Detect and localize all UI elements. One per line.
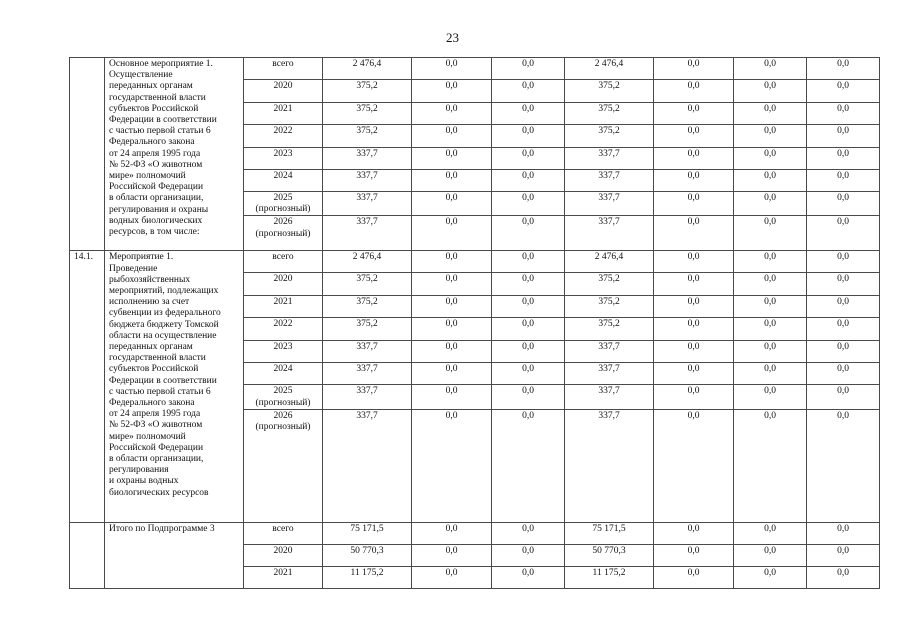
value-cell: 0,0 bbox=[807, 170, 880, 192]
value-cell: 0,0 bbox=[654, 385, 734, 409]
value-cell: 0,0 bbox=[492, 216, 565, 251]
value-cell: 0,0 bbox=[807, 58, 880, 80]
value-cell: 0,0 bbox=[654, 318, 734, 341]
value-cell: 0,0 bbox=[807, 148, 880, 170]
value-cell: 0,0 bbox=[654, 409, 734, 522]
value-cell: 0,0 bbox=[492, 170, 565, 192]
row-index bbox=[70, 522, 105, 588]
value-cell: 337,7 bbox=[565, 409, 654, 522]
value-cell: 2 476,4 bbox=[323, 58, 412, 80]
value-cell: 0,0 bbox=[807, 251, 880, 273]
value-cell: 0,0 bbox=[412, 58, 492, 80]
year-cell: всего bbox=[244, 522, 323, 544]
value-cell: 375,2 bbox=[565, 318, 654, 341]
value-cell: 0,0 bbox=[412, 363, 492, 385]
value-cell: 0,0 bbox=[807, 341, 880, 363]
value-cell: 0,0 bbox=[412, 296, 492, 318]
value-cell: 0,0 bbox=[654, 103, 734, 125]
value-cell: 337,7 bbox=[565, 341, 654, 363]
value-cell: 0,0 bbox=[807, 103, 880, 125]
value-cell: 0,0 bbox=[734, 192, 807, 216]
value-cell: 11 175,2 bbox=[323, 566, 412, 588]
year-cell: 2020 bbox=[244, 273, 323, 296]
value-cell: 0,0 bbox=[807, 273, 880, 296]
activity-name: Итого по Подпрограмме 3 bbox=[105, 522, 244, 588]
year-cell: 2026 (прогнозный) bbox=[244, 409, 323, 522]
value-cell: 0,0 bbox=[807, 385, 880, 409]
value-cell: 75 171,5 bbox=[565, 522, 654, 544]
year-cell: 2021 bbox=[244, 103, 323, 125]
year-cell: 2022 bbox=[244, 125, 323, 148]
value-cell: 0,0 bbox=[734, 125, 807, 148]
value-cell: 0,0 bbox=[412, 192, 492, 216]
value-cell: 0,0 bbox=[734, 409, 807, 522]
row-index: 14.1. bbox=[70, 251, 105, 522]
value-cell: 375,2 bbox=[565, 296, 654, 318]
table-row bbox=[70, 58, 880, 80]
value-cell: 0,0 bbox=[654, 341, 734, 363]
value-cell: 0,0 bbox=[412, 216, 492, 251]
value-cell: 375,2 bbox=[565, 125, 654, 148]
value-cell: 0,0 bbox=[412, 409, 492, 522]
value-cell: 11 175,2 bbox=[565, 566, 654, 588]
year-cell: 2021 bbox=[244, 566, 323, 588]
value-cell: 337,7 bbox=[323, 170, 412, 192]
value-cell: 337,7 bbox=[565, 170, 654, 192]
year-cell: 2026 (прогнозный) bbox=[244, 216, 323, 251]
value-cell: 0,0 bbox=[807, 363, 880, 385]
value-cell: 0,0 bbox=[807, 318, 880, 341]
value-cell: 375,2 bbox=[565, 103, 654, 125]
value-cell: 0,0 bbox=[412, 80, 492, 103]
value-cell: 0,0 bbox=[412, 170, 492, 192]
value-cell: 0,0 bbox=[492, 251, 565, 273]
value-cell: 50 770,3 bbox=[323, 544, 412, 566]
value-cell: 50 770,3 bbox=[565, 544, 654, 566]
year-cell: 2025 (прогнозный) bbox=[244, 192, 323, 216]
value-cell: 0,0 bbox=[492, 192, 565, 216]
value-cell: 337,7 bbox=[323, 148, 412, 170]
value-cell: 0,0 bbox=[654, 170, 734, 192]
value-cell: 0,0 bbox=[654, 566, 734, 588]
value-cell: 0,0 bbox=[492, 566, 565, 588]
year-cell: 2025 (прогнозный) bbox=[244, 385, 323, 409]
value-cell: 2 476,4 bbox=[565, 251, 654, 273]
value-cell: 0,0 bbox=[412, 318, 492, 341]
value-cell: 0,0 bbox=[734, 341, 807, 363]
value-cell: 337,7 bbox=[323, 363, 412, 385]
activity-name: Основное мероприятие 1. Осуществление переданных органам государственной власти субъектов Российской Федерации в соответствии с частью первой статьи 6 Федерального закона от 24 апреля 1995 года № 52-ФЗ «О животном мире» полномочий Российской Федерации в области организации, регулирования и охраны водных биологических ресурсов, в том числе: bbox=[105, 58, 244, 251]
budget-table bbox=[69, 57, 880, 589]
value-cell: 0,0 bbox=[654, 522, 734, 544]
activity-name: Мероприятие 1. Проведение рыбохозяйственных мероприятий, подлежащих исполнению за счет субвенции из федерального бюджета бюджету Томской области на осуществление переданных органам государственной власти субъектов Российской Федерации в соответствии с частью первой статьи 6 Федерального закона от 24 апреля 1995 года № 52-ФЗ «О животном мире» полномочий Российской Федерации в области организации, регулирования и охраны водных биологических ресурсов bbox=[105, 251, 244, 522]
value-cell: 337,7 bbox=[565, 385, 654, 409]
value-cell: 0,0 bbox=[492, 409, 565, 522]
value-cell: 0,0 bbox=[412, 103, 492, 125]
value-cell: 337,7 bbox=[323, 409, 412, 522]
year-cell: 2020 bbox=[244, 80, 323, 103]
value-cell: 0,0 bbox=[654, 544, 734, 566]
value-cell: 0,0 bbox=[654, 192, 734, 216]
value-cell: 337,7 bbox=[323, 341, 412, 363]
value-cell: 375,2 bbox=[323, 296, 412, 318]
year-cell: 2022 bbox=[244, 318, 323, 341]
value-cell: 375,2 bbox=[323, 80, 412, 103]
value-cell: 337,7 bbox=[323, 385, 412, 409]
value-cell: 0,0 bbox=[412, 251, 492, 273]
table-row bbox=[70, 251, 880, 273]
value-cell: 0,0 bbox=[654, 148, 734, 170]
value-cell: 375,2 bbox=[323, 273, 412, 296]
value-cell: 0,0 bbox=[734, 296, 807, 318]
value-cell: 0,0 bbox=[412, 522, 492, 544]
value-cell: 2 476,4 bbox=[323, 251, 412, 273]
value-cell: 375,2 bbox=[323, 103, 412, 125]
value-cell: 0,0 bbox=[654, 363, 734, 385]
value-cell: 0,0 bbox=[654, 273, 734, 296]
value-cell: 375,2 bbox=[323, 318, 412, 341]
value-cell: 337,7 bbox=[565, 192, 654, 216]
year-cell: 2024 bbox=[244, 170, 323, 192]
year-cell: всего bbox=[244, 251, 323, 273]
value-cell: 0,0 bbox=[492, 522, 565, 544]
value-cell: 0,0 bbox=[492, 103, 565, 125]
value-cell: 0,0 bbox=[412, 566, 492, 588]
table-row bbox=[70, 522, 880, 544]
value-cell: 0,0 bbox=[412, 273, 492, 296]
value-cell: 0,0 bbox=[492, 296, 565, 318]
value-cell: 0,0 bbox=[807, 216, 880, 251]
value-cell: 0,0 bbox=[734, 170, 807, 192]
year-cell: 2023 bbox=[244, 148, 323, 170]
value-cell: 0,0 bbox=[734, 318, 807, 341]
value-cell: 0,0 bbox=[734, 363, 807, 385]
value-cell: 0,0 bbox=[654, 296, 734, 318]
value-cell: 0,0 bbox=[492, 58, 565, 80]
value-cell: 337,7 bbox=[323, 216, 412, 251]
value-cell: 375,2 bbox=[323, 125, 412, 148]
value-cell: 0,0 bbox=[734, 385, 807, 409]
value-cell: 0,0 bbox=[412, 341, 492, 363]
value-cell: 0,0 bbox=[734, 544, 807, 566]
value-cell: 0,0 bbox=[734, 522, 807, 544]
value-cell: 0,0 bbox=[492, 125, 565, 148]
year-cell: 2023 bbox=[244, 341, 323, 363]
value-cell: 337,7 bbox=[565, 148, 654, 170]
value-cell: 0,0 bbox=[492, 363, 565, 385]
value-cell: 0,0 bbox=[412, 385, 492, 409]
value-cell: 0,0 bbox=[654, 80, 734, 103]
value-cell: 0,0 bbox=[807, 566, 880, 588]
value-cell: 337,7 bbox=[565, 216, 654, 251]
year-cell: всего bbox=[244, 58, 323, 80]
value-cell: 0,0 bbox=[807, 192, 880, 216]
year-cell: 2024 bbox=[244, 363, 323, 385]
value-cell: 0,0 bbox=[807, 522, 880, 544]
value-cell: 0,0 bbox=[412, 148, 492, 170]
value-cell: 0,0 bbox=[654, 58, 734, 80]
year-cell: 2021 bbox=[244, 296, 323, 318]
value-cell: 0,0 bbox=[734, 58, 807, 80]
value-cell: 0,0 bbox=[807, 296, 880, 318]
value-cell: 337,7 bbox=[323, 192, 412, 216]
value-cell: 0,0 bbox=[807, 80, 880, 103]
value-cell: 0,0 bbox=[807, 409, 880, 522]
value-cell: 0,0 bbox=[734, 251, 807, 273]
value-cell: 0,0 bbox=[412, 544, 492, 566]
value-cell: 375,2 bbox=[565, 80, 654, 103]
value-cell: 0,0 bbox=[654, 125, 734, 148]
value-cell: 0,0 bbox=[734, 273, 807, 296]
value-cell: 0,0 bbox=[492, 318, 565, 341]
value-cell: 0,0 bbox=[412, 125, 492, 148]
value-cell: 0,0 bbox=[734, 216, 807, 251]
year-cell: 2020 bbox=[244, 544, 323, 566]
value-cell: 0,0 bbox=[492, 148, 565, 170]
value-cell: 0,0 bbox=[654, 251, 734, 273]
value-cell: 375,2 bbox=[565, 273, 654, 296]
value-cell: 0,0 bbox=[734, 103, 807, 125]
value-cell: 75 171,5 bbox=[323, 522, 412, 544]
value-cell: 0,0 bbox=[492, 544, 565, 566]
value-cell: 0,0 bbox=[734, 80, 807, 103]
value-cell: 0,0 bbox=[492, 385, 565, 409]
value-cell: 0,0 bbox=[654, 216, 734, 251]
value-cell: 0,0 bbox=[807, 125, 880, 148]
value-cell: 0,0 bbox=[734, 566, 807, 588]
page-number: 23 bbox=[446, 30, 459, 45]
value-cell: 2 476,4 bbox=[565, 58, 654, 80]
value-cell: 0,0 bbox=[807, 544, 880, 566]
value-cell: 0,0 bbox=[492, 80, 565, 103]
value-cell: 0,0 bbox=[492, 341, 565, 363]
value-cell: 0,0 bbox=[492, 273, 565, 296]
row-index bbox=[70, 58, 105, 251]
value-cell: 337,7 bbox=[565, 363, 654, 385]
value-cell: 0,0 bbox=[734, 148, 807, 170]
